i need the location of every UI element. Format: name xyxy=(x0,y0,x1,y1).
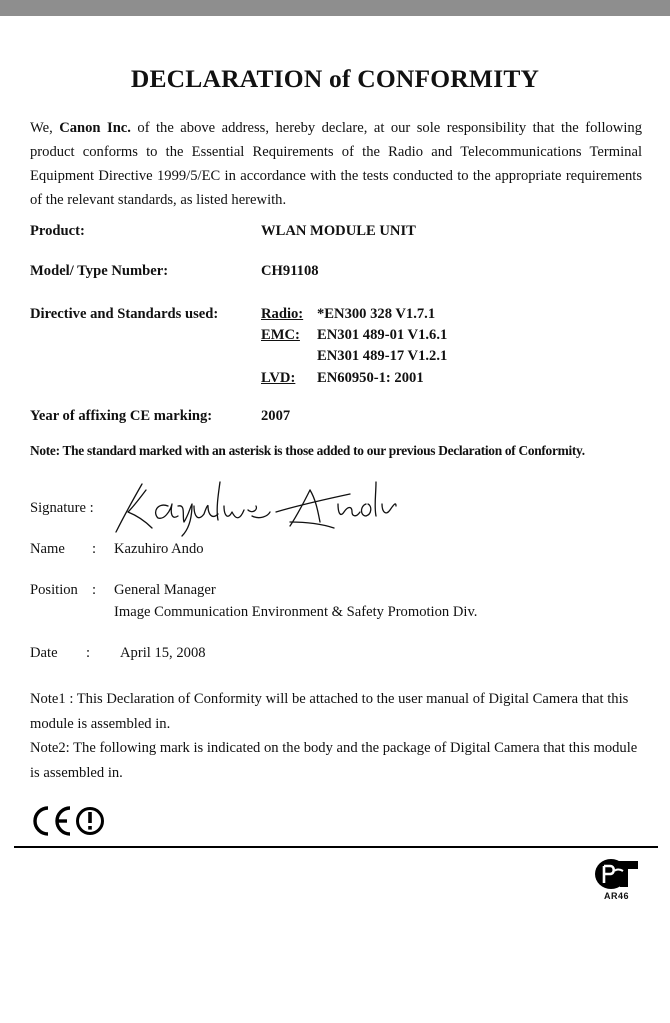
ce-year-value: 2007 xyxy=(261,408,291,424)
bottom-rule xyxy=(14,846,658,848)
position-label: Position xyxy=(30,582,78,598)
date-label: Date xyxy=(30,645,58,661)
radio-key: Radio: xyxy=(261,306,304,322)
product-value: WLAN MODULE UNIT xyxy=(261,223,416,239)
alert-class-icon xyxy=(78,809,103,834)
emc-value-2: EN301 489-17 V1.2.1 xyxy=(317,348,448,364)
model-value: CH91108 xyxy=(261,263,319,279)
asterisk-note: Note: The standard marked with an asterisk is those added to our previous Declaration of Conformity. xyxy=(30,443,585,458)
document-title: DECLARATION of CONFORMITY xyxy=(130,64,540,93)
date-value: April 15, 2008 xyxy=(120,645,206,661)
radio-value: *EN300 328 V1.7.1 xyxy=(317,306,436,322)
lvd-value: EN60950-1: 2001 xyxy=(317,370,424,386)
pct-code: AR46 xyxy=(604,891,630,901)
handwritten-signature xyxy=(112,476,412,540)
intro-text: of the above address, hereby declare, at our sole responsibility that the following product conforms to the Essential Requirements of the Radio and Telecommunications Terminal Equipment Directive 1999/5/EC in accordance with the tests conducted to the appropriate requirements of the relevant standards, as listed herewith. xyxy=(30,120,642,208)
top-bar xyxy=(0,0,670,16)
ce-year-label: Year of affixing CE marking: xyxy=(30,408,213,424)
notes-block xyxy=(30,687,645,785)
intro-paragraph xyxy=(30,116,642,212)
date-colon: : xyxy=(86,645,91,661)
signature-label: Signature : xyxy=(30,500,94,516)
pct-mark-icon xyxy=(594,857,640,891)
note1: Note1 : This Declaration of Conformity will be attached to the user manual of Digital Camera that this module is assembled in. xyxy=(30,691,629,732)
name-colon: : xyxy=(92,541,97,557)
position-value-2: Image Communication Environment & Safety Promotion Div. xyxy=(114,604,478,620)
lvd-key: LVD: xyxy=(261,370,296,386)
ce-mark-icon xyxy=(28,803,108,839)
name-value: Kazuhiro Ando xyxy=(114,541,204,557)
emc-key: EMC: xyxy=(261,327,300,343)
model-label: Model/ Type Number: xyxy=(30,263,169,279)
name-label: Name xyxy=(30,541,65,557)
note2: Note2: The following mark is indicated on the body and the package of Digital Camera that this module is assembled in. xyxy=(30,740,638,781)
position-value-1: General Manager xyxy=(114,582,216,598)
directive-label: Directive and Standards used: xyxy=(30,306,219,322)
position-colon: : xyxy=(92,582,97,598)
intro-prefix: We, xyxy=(30,120,60,136)
product-label: Product: xyxy=(30,223,85,239)
emc-value-1: EN301 489-01 V1.6.1 xyxy=(317,327,448,343)
company-name: Canon Inc. xyxy=(59,120,131,136)
